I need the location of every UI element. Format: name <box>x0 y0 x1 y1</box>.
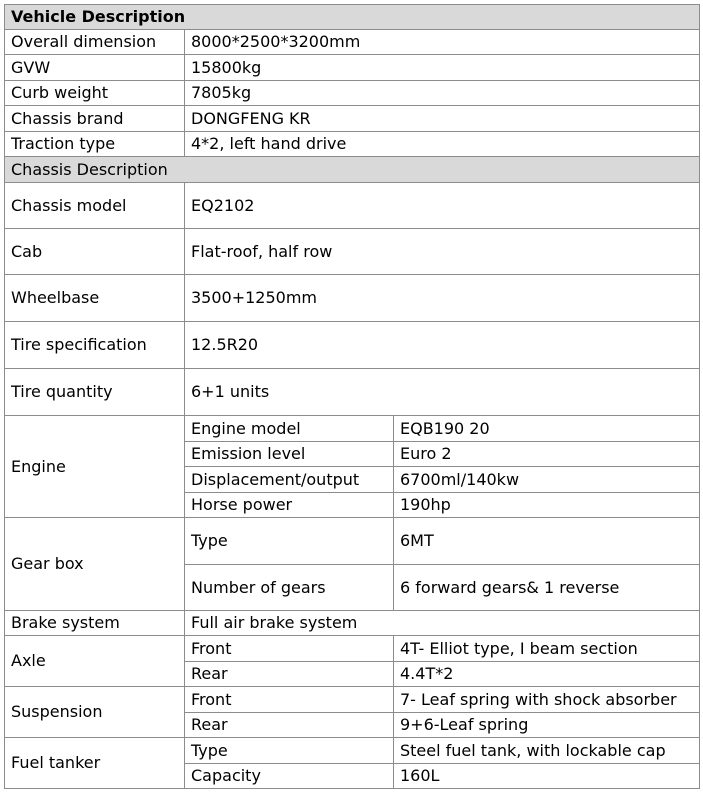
row-sublabel: Type <box>185 518 394 565</box>
row-value: EQB190 20 <box>394 416 700 442</box>
table-row <box>5 229 700 275</box>
row-label: Chassis model <box>5 183 185 229</box>
row-sublabel: Type <box>185 738 394 764</box>
table-row <box>5 132 700 157</box>
row-value: 3500+1250mm <box>185 275 700 322</box>
row-sublabel: Rear <box>185 713 394 738</box>
table-row <box>5 369 700 416</box>
table-row <box>5 738 700 764</box>
row-value: 6MT <box>394 518 700 565</box>
table-row <box>5 275 700 322</box>
row-label: Overall dimension <box>5 30 185 55</box>
vehicle-spec-table <box>4 4 700 789</box>
row-label: Tire specification <box>5 322 185 369</box>
row-value: Full air brake system <box>185 611 700 636</box>
row-label: Brake system <box>5 611 185 636</box>
row-label: Tire quantity <box>5 369 185 416</box>
table-row <box>5 55 700 81</box>
row-label: Fuel tanker <box>5 738 185 789</box>
row-value: Flat-roof, half row <box>185 229 700 275</box>
row-value: 7- Leaf spring with shock absorber <box>394 687 700 713</box>
row-sublabel: Emission level <box>185 442 394 467</box>
row-value: 4T- Elliot type, I beam section <box>394 636 700 662</box>
row-label: Curb weight <box>5 81 185 106</box>
row-value: 8000*2500*3200mm <box>185 30 700 55</box>
section-header-chassis <box>5 157 700 183</box>
row-value: 4.4T*2 <box>394 662 700 687</box>
table-row <box>5 30 700 55</box>
row-value: EQ2102 <box>185 183 700 229</box>
row-value: 7805kg <box>185 81 700 106</box>
row-value: 4*2, left hand drive <box>185 132 700 157</box>
row-value: 15800kg <box>185 55 700 81</box>
row-sublabel: Horse power <box>185 493 394 518</box>
section-header-vehicle <box>5 5 700 30</box>
row-sublabel: Front <box>185 687 394 713</box>
row-sublabel: Front <box>185 636 394 662</box>
row-sublabel: Displacement/output <box>185 467 394 493</box>
table-row <box>5 183 700 229</box>
row-label: Cab <box>5 229 185 275</box>
table-row <box>5 81 700 106</box>
row-label: Gear box <box>5 518 185 611</box>
table-row <box>5 322 700 369</box>
row-value: Euro 2 <box>394 442 700 467</box>
row-sublabel: Capacity <box>185 764 394 789</box>
row-value: Steel fuel tank, with lockable cap <box>394 738 700 764</box>
row-value: 190hp <box>394 493 700 518</box>
row-label: Engine <box>5 416 185 518</box>
row-sublabel: Number of gears <box>185 565 394 611</box>
row-label: Traction type <box>5 132 185 157</box>
table-row <box>5 636 700 662</box>
row-label: Wheelbase <box>5 275 185 322</box>
table-row <box>5 518 700 565</box>
row-value: 6+1 units <box>185 369 700 416</box>
row-value: 9+6-Leaf spring <box>394 713 700 738</box>
row-value: 160L <box>394 764 700 789</box>
table-row <box>5 687 700 713</box>
table-row <box>5 106 700 132</box>
section-title: Vehicle Description <box>5 5 700 30</box>
row-label: Suspension <box>5 687 185 738</box>
section-title: Chassis Description <box>5 157 700 183</box>
table-row <box>5 611 700 636</box>
row-label: Chassis brand <box>5 106 185 132</box>
row-label: GVW <box>5 55 185 81</box>
row-value: DONGFENG KR <box>185 106 700 132</box>
row-sublabel: Rear <box>185 662 394 687</box>
row-sublabel: Engine model <box>185 416 394 442</box>
row-value: 6700ml/140kw <box>394 467 700 493</box>
row-label: Axle <box>5 636 185 687</box>
row-value: 12.5R20 <box>185 322 700 369</box>
table-row <box>5 416 700 442</box>
row-value: 6 forward gears& 1 reverse <box>394 565 700 611</box>
